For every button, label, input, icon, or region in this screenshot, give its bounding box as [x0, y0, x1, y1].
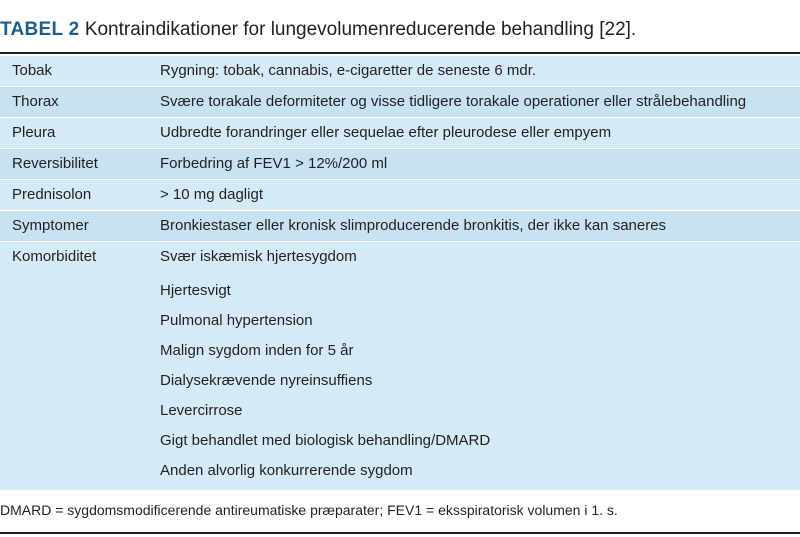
row-key: Reversibilitet: [12, 155, 98, 172]
table-row: [0, 87, 800, 118]
list-item: Gigt behandlet med biologisk behandling/DMARD: [160, 432, 491, 449]
row-value: Forbedring af FEV1 > 12%/200 ml: [160, 155, 388, 172]
table-row: [0, 149, 800, 180]
row-value: Svære torakale deformiteter og visse tidligere torakale operationer eller strålebehandling: [160, 93, 747, 110]
table-row-komorbiditet: [0, 242, 800, 491]
table-title: Kontraindikationer for lungevolumenreducerende behandling [22].: [84, 19, 637, 40]
table-row: [0, 118, 800, 149]
row-value: > 10 mg dagligt: [160, 186, 263, 203]
row-key: Prednisolon: [12, 186, 92, 203]
row-value: Rygning: tobak, cannabis, e-cigaretter de seneste 6 mdr.: [160, 62, 537, 79]
table-row: [0, 180, 800, 211]
row-key: Pleura: [12, 124, 56, 141]
table-row: [0, 211, 800, 242]
row-key: Komorbiditet: [12, 248, 97, 265]
row-value: Udbredte forandringer eller sequelae efter pleurodese eller empyem: [160, 124, 612, 141]
list-item: Pulmonal hypertension: [160, 312, 313, 329]
list-item: Anden alvorlig konkurrerende sygdom: [160, 462, 413, 479]
contraindications-table: [0, 54, 800, 491]
table-footnote: DMARD = sygdomsmodificerende antireumatiske præparater; FEV1 = eksspiratorisk volumen i 1. s.: [0, 502, 618, 518]
row-key: Symptomer: [12, 217, 89, 234]
list-item: Hjertesvigt: [160, 282, 231, 299]
row-value: Bronkiestaser eller kronisk slimproducerende bronkitis, der ikke kan saneres: [160, 217, 667, 234]
bottom-rule: [0, 532, 800, 534]
komorbiditet-list: [160, 242, 800, 490]
list-item: Malign sygdom inden for 5 år: [160, 342, 354, 359]
table-row: [0, 54, 800, 87]
list-item: Dialysekrævende nyreinsuffiens: [160, 372, 373, 389]
row-key: Thorax: [12, 93, 59, 110]
row-key: Tobak: [12, 62, 53, 79]
table-label: TABEL 2: [0, 19, 80, 40]
list-item: Svær iskæmisk hjertesygdom: [160, 248, 357, 265]
table-caption: [0, 16, 636, 44]
list-item: Levercirrose: [160, 402, 243, 419]
